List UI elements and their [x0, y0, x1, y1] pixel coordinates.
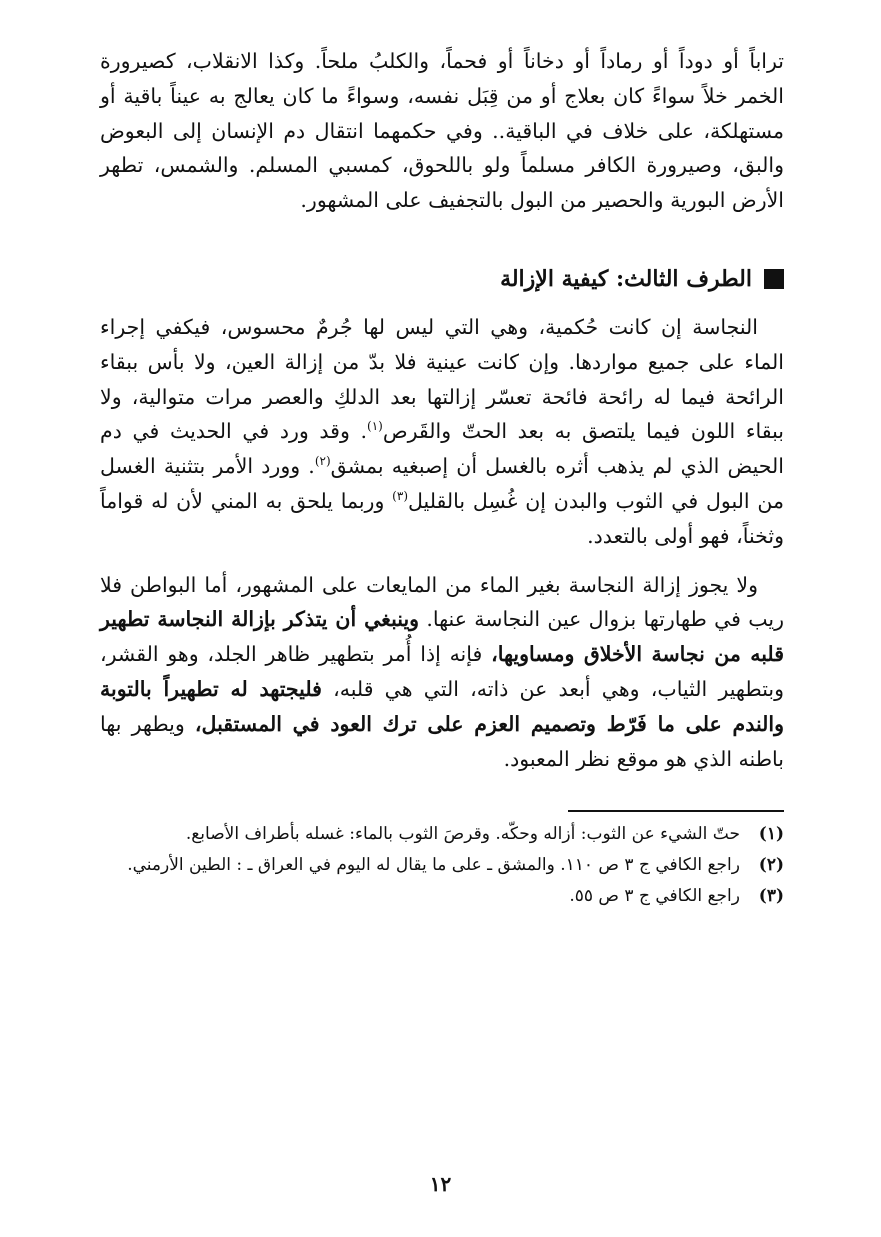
footnote-ref-1[interactable]: (١) [367, 419, 383, 434]
footnote-ref-2[interactable]: (٢) [314, 454, 331, 469]
paragraph-3-bold-2: فليجتهد له تطهيراً بالتوبة والندم على ما فَرّط وتصميم العزم على ترك العود في المستقبل، [100, 676, 784, 736]
paragraph-3-part-1: ولا يجوز إزالة النجاسة بغير الماء من المايعات على المشهور، أما البواطن فلا ريب في طهارتها بزوال عين النجاسة عنها. [100, 572, 784, 632]
footnote-3 [100, 882, 784, 911]
page-body [100, 44, 784, 913]
footnote-3-number: (٣) [758, 886, 784, 907]
paragraph-2 [100, 310, 784, 554]
paragraph-1: تراباً أو دوداً أو رماداً أو دخاناً أو فحماً، والكلبُ ملحاً. وكذا الانقلاب، كصيرورة الخمر خلاً سواءً كان بعلاج أو من قِبَل نفسه، وسواءً ما كان يعالج به عيناً باقية أو مستهلكة، على خلاف في الباقية.. وفي حكمهما انتقال دم الإنسان إلى البعوض والبق، وصيرورة الكافر مسلماً ولو باللحوق، كمسبي المسلم. والشمس، تطهر الأرض البورية والحصير من البول بالتجفيف على المشهور. [100, 49, 784, 213]
paragraph-3-bold-1: وينبغي أن يتذكر بإزالة النجاسة تطهير قلبه من نجاسة الأخلاق ومساويها، [100, 607, 784, 667]
footnote-1-number: (١) [758, 824, 784, 845]
footnote-1 [100, 820, 784, 849]
footnote-1-text: حتّ الشيء عن الثوب: أزاله وحكّه. وقرصَ الثوب بالماء: غسله بأطراف الأصابع. [185, 824, 740, 845]
footnotes [100, 820, 784, 911]
footnote-2-text: راجع الكافي ج ٣ ص ١١٠. والمشق ـ على ما يقال له اليوم في العراق ـ : الطين الأرمني. [127, 855, 740, 876]
section-heading [100, 262, 784, 296]
footnote-2-number: (٢) [758, 855, 784, 876]
footnote-divider [568, 810, 784, 812]
paragraph-2-part-3: . وورد الأمر بتثنية الغسل من البول في الثوب والبدن إن غُسِل بالقليل [100, 454, 784, 513]
paragraph-2-part-2: . وقد ورد في الحديث في دم الحيض الذي لم يذهب أثره بالغسل أن إصبغيه بمشق [100, 419, 784, 479]
paragraph-3-part-2: فإنه إذا أُمر بتطهير ظاهر الجلد، وهو القشر، وبتطهير الثياب، وهي أبعد عن ذاته، التي هي قلبه، [100, 642, 784, 701]
footnote-3-text: راجع الكافي ج ٣ ص ٥٥. [569, 886, 740, 907]
paragraph-3 [100, 568, 784, 777]
paragraph-2-part-4: وربما يلحق به المني لأن له قواماً وثخناً، فهو أولى بالتعدد. [100, 488, 784, 548]
paragraph-3-part-3: ويطهر بها باطنه الذي هو موقع نظر المعبود. [100, 711, 784, 771]
square-bullet-icon [764, 269, 784, 289]
section-heading-text: الطرف الثالث: كيفية الإزالة [500, 265, 752, 292]
paragraph-2-part-1: النجاسة إن كانت حُكمية، وهي التي ليس لها جُرمٌ محسوس، فيكفي إجراء الماء على جميع مواردها. وإن كانت عينية فلا بدّ من إزالة العين، ولا بأس ببقاء الرائحة فيما له رائحة فائحة تعسّر إزالتها بعد الدلكِ والعصر مرات متوالية، ولا ببقاء اللون فيما يلتصق به بعد الحتّ والقَرص [100, 314, 784, 444]
page-number: ١٢ [429, 1172, 452, 1196]
footnote-ref-3[interactable]: (٣) [392, 489, 408, 504]
footnote-2 [100, 851, 784, 880]
